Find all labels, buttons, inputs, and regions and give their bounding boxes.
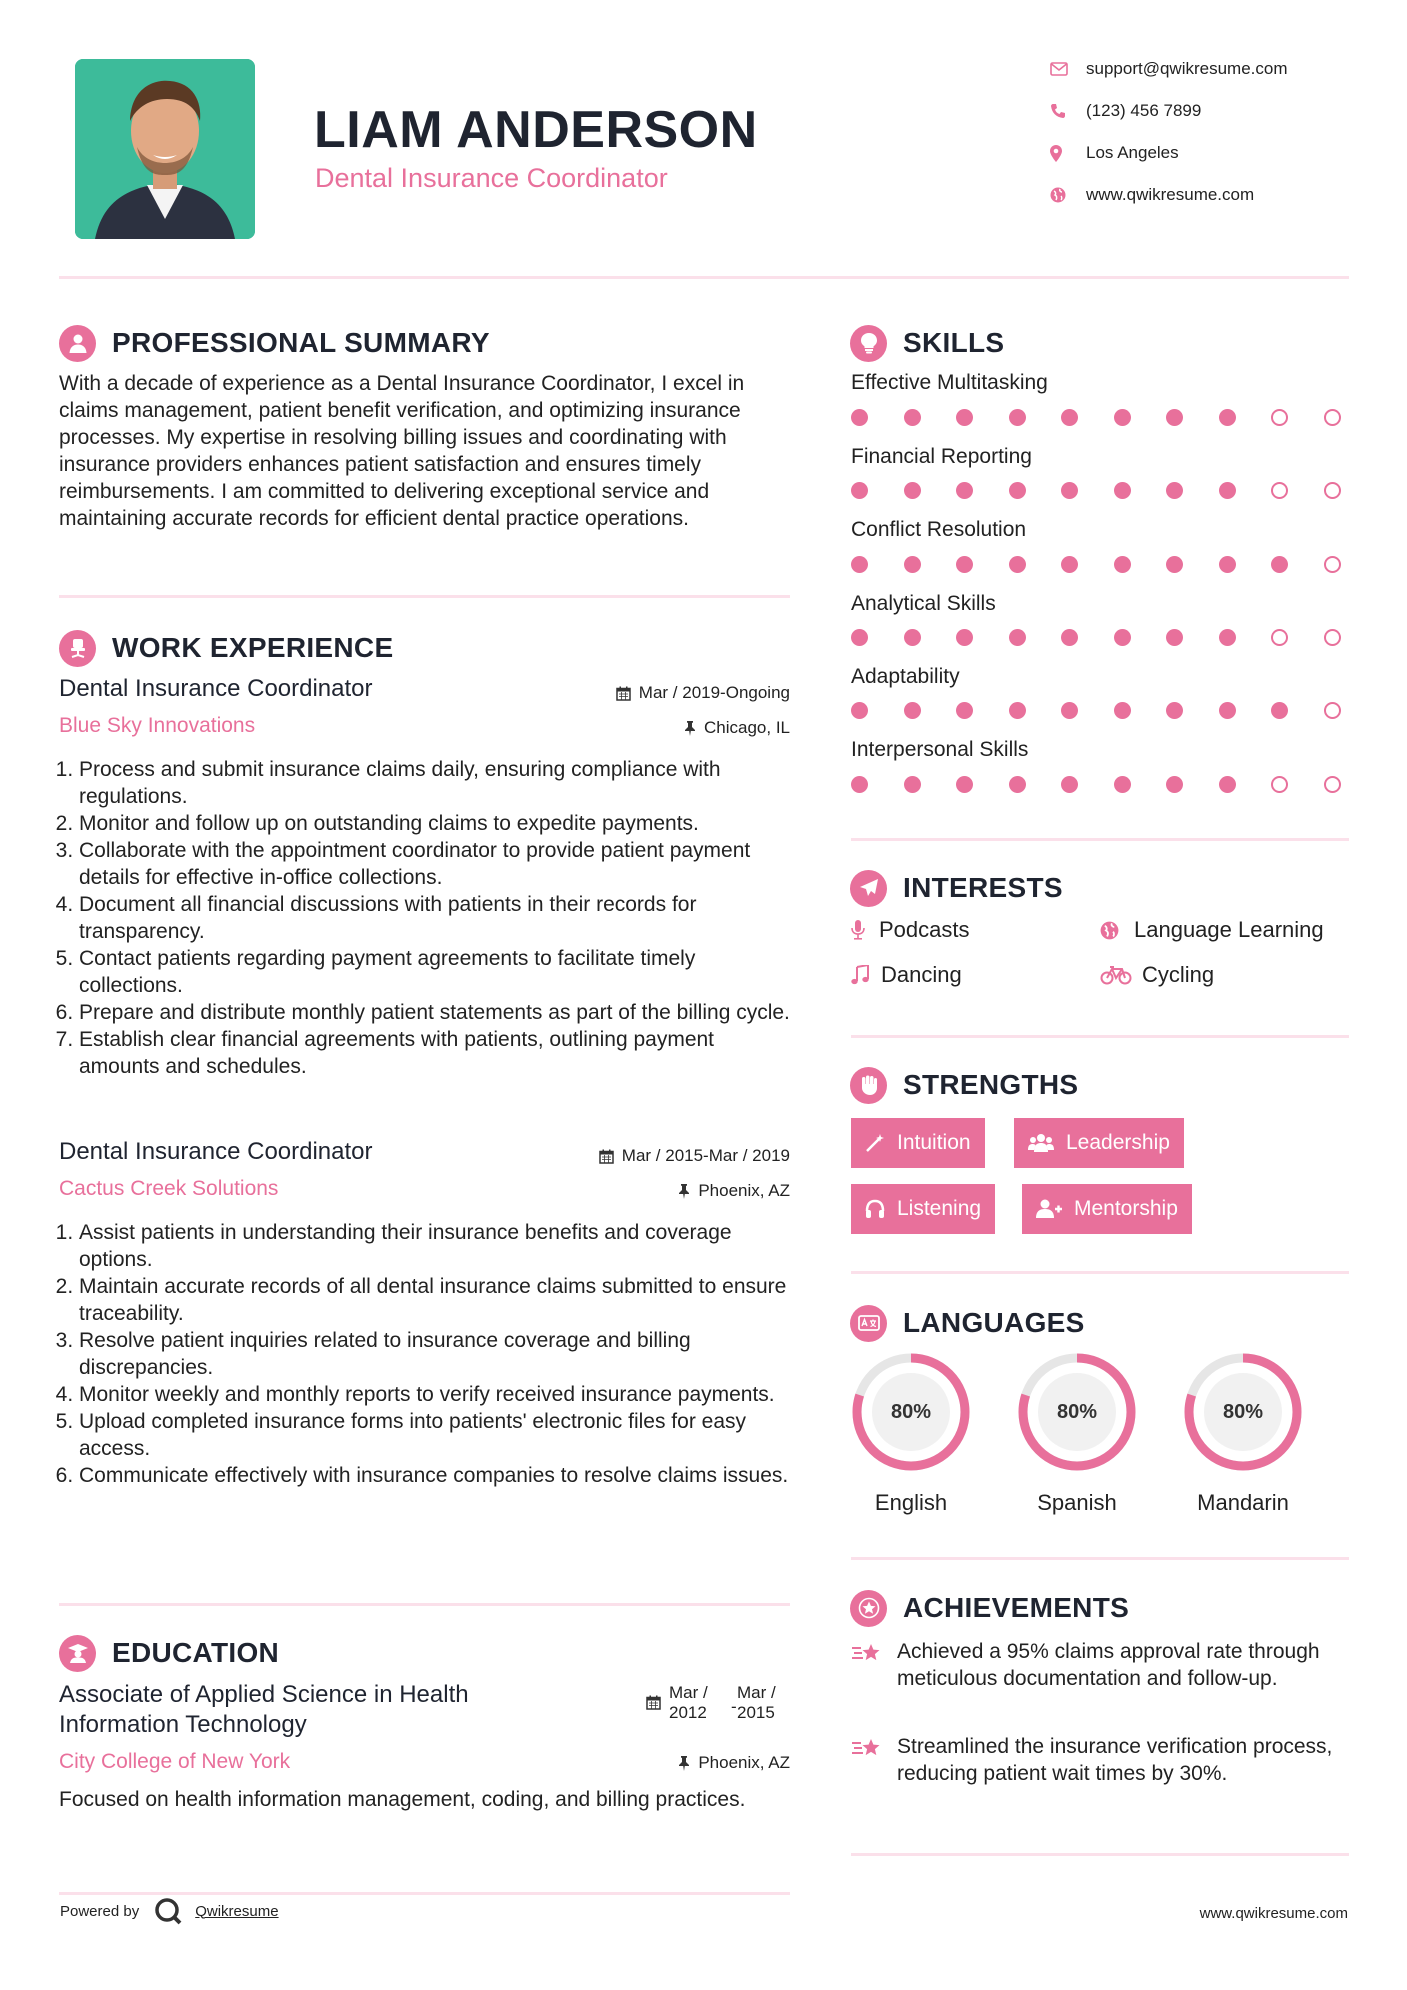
contact-website-text: www.qwikresume.com [1086,185,1255,204]
language-icon [850,1305,887,1342]
duty-item: 5. Contact patients regarding payment agreements to facilitate timely collections. [79,945,799,999]
duty-item: 2. Maintain accurate records of all dental insurance claims submitted to ensure traceability. [79,1273,799,1327]
lightbulb-icon [850,325,887,362]
education-location-text: Phoenix, AZ [698,1753,790,1772]
rating-dot-filled [1219,482,1236,499]
skill-name: Conflict Resolution [851,518,1027,541]
rating-dot-empty [1324,776,1341,793]
duty-item: 4. Monitor weekly and monthly reports to verify received insurance payments. [79,1381,799,1408]
interest-item [1100,917,1324,943]
job-date [560,683,790,703]
education-heading [59,1633,279,1673]
rating-dot-filled [1061,702,1078,719]
rating-dot-filled [1009,409,1026,426]
rating-dot-filled [1219,702,1236,719]
shooting-star-icon [851,1638,897,1692]
skill-name: Financial Reporting [851,445,1032,468]
rating-dot-filled [1114,629,1131,646]
rating-dot-filled [904,409,921,426]
rating-dot-filled [851,702,868,719]
fist-icon [850,1067,887,1104]
rating-dot-filled [1114,776,1131,793]
rating-dot-filled [1166,629,1183,646]
language-item [1015,1350,1139,1516]
education-school: City College of New York [59,1750,291,1773]
shooting-star-icon [851,1733,897,1787]
profile-photo [75,59,255,239]
rating-dot-filled [851,629,868,646]
rating-dot-filled [1271,556,1288,573]
rating-dot-empty [1324,629,1341,646]
job-title: Dental Insurance Coordinator [59,1138,373,1165]
duty-item: 3. Resolve patient inquiries related to insurance coverage and billing discrepancies. [79,1327,799,1381]
rating-dot-filled [956,482,973,499]
rating-dot-empty [1324,409,1341,426]
duty-item: 1. Assist patients in understanding their insurance benefits and coverage options. [79,1219,799,1273]
rating-dot-filled [904,702,921,719]
rating-dot-filled [1009,482,1026,499]
rating-dot-empty [1271,482,1288,499]
rating-dot-filled [956,776,973,793]
education-heading-text: EDUCATION [112,1637,280,1668]
office-chair-icon [59,630,96,667]
interests-heading-text: INTERESTS [903,872,1063,903]
powered-by-text: Powered by [60,1902,140,1920]
language-name: Spanish [1037,1490,1117,1515]
strength-label: Intuition [897,1131,971,1154]
languages-heading [850,1303,1085,1343]
rating-dot-filled [1009,702,1026,719]
education-end [737,1683,776,1723]
education-end-month: Mar / [737,1683,776,1702]
globe-icon [1100,921,1128,940]
header-divider [59,276,1349,279]
skill-name: Adaptability [851,665,960,688]
rating-dot-filled [1166,702,1183,719]
contact-phone[interactable] [1050,98,1201,124]
contact-email[interactable] [1050,56,1288,82]
duty-item: 4. Document all financial discussions with patients in their records for transparency. [79,891,799,945]
strength-tag [1014,1118,1184,1168]
duty-item: 6. Communicate effectively with insurance companies to resolve claims issues. [79,1462,799,1489]
rating-dot-filled [1009,556,1026,573]
rating-dot-filled [851,409,868,426]
calendar-icon [616,686,631,701]
duty-item: 1. Process and submit insurance claims daily, ensuring compliance with regulations. [79,756,799,810]
achievement-item [851,1733,1341,1787]
strengths-heading-text: STRENGTHS [903,1069,1079,1100]
duty-item: 3. Collaborate with the appointment coordinator to provide patient payment details for effective in-office collections. [79,837,799,891]
music-note-icon [851,965,879,985]
rating-dot-filled [1061,482,1078,499]
job-location [560,1181,790,1201]
rating-dot-filled [1114,409,1131,426]
job-title: Dental Insurance Coordinator [59,675,373,702]
strength-tag [851,1184,995,1234]
rating-dot-filled [1061,556,1078,573]
job-duties [59,1219,799,1489]
skill-rating [851,556,1341,573]
education-divider [59,1892,790,1895]
language-ring [1015,1350,1139,1474]
achievement-item [851,1638,1341,1692]
language-ring [849,1350,973,1474]
interest-label: Dancing [881,962,962,987]
job-company: Cactus Creek Solutions [59,1177,279,1200]
rating-dot-empty [1324,702,1341,719]
rating-dot-filled [904,776,921,793]
job-date [540,1146,790,1166]
rating-dot-empty [1271,629,1288,646]
magic-wand-icon [865,1133,885,1153]
job-date-text: Mar / 2015-Mar / 2019 [621,1146,790,1165]
interest-label: Language Learning [1134,917,1324,942]
rating-dot-empty [1324,556,1341,573]
languages-divider [851,1557,1349,1560]
rating-dot-filled [956,702,973,719]
strength-label: Leadership [1066,1131,1170,1154]
language-item [1181,1350,1305,1516]
user-icon [59,325,96,362]
language-name: English [874,1490,948,1515]
duty-item: 5. Upload completed insurance forms into patients' electronic files for easy access. [79,1408,799,1462]
calendar-icon [599,1149,614,1164]
job-date-text: Mar / 2019-Ongoing [638,683,790,702]
skill-name: Interpersonal Skills [851,738,1029,761]
strength-label: Listening [897,1197,982,1220]
pushpin-icon [678,1184,690,1199]
rating-dot-filled [1219,776,1236,793]
profile-portrait [75,59,255,239]
rating-dot-filled [1061,409,1078,426]
rating-dot-filled [1219,556,1236,573]
education-start-month: Mar / [669,1683,708,1702]
rating-dot-filled [904,482,921,499]
headphones-icon [865,1199,885,1219]
phone-icon [1050,103,1086,119]
job-location-text: Phoenix, AZ [698,1181,790,1200]
summary-heading-text: PROFESSIONAL SUMMARY [112,327,490,358]
rating-dot-filled [1166,556,1183,573]
interest-item [851,962,962,988]
summary-divider [59,595,790,598]
achievements-divider [851,1853,1349,1856]
duty-item: 7. Establish clear financial agreements with patients, outlining payment amounts and schedules. [79,1026,799,1080]
skill-rating [851,629,1341,646]
education-date-sep: - [731,1697,737,1716]
strengths-divider [851,1271,1349,1274]
rating-dot-filled [1114,702,1131,719]
skill-rating [851,482,1341,499]
strength-label: Mentorship [1074,1197,1178,1220]
interest-item [1100,962,1214,988]
user-plus-icon [1036,1199,1062,1219]
map-pin-icon [1050,145,1086,162]
globe-icon [1050,187,1086,203]
contact-phone-text: (123) 456 7899 [1086,101,1202,120]
education-location [560,1753,790,1773]
rating-dot-filled [956,556,973,573]
contact-website[interactable] [1050,182,1254,208]
job-company: Blue Sky Innovations [59,714,256,737]
education-end-year: 2015 [737,1703,775,1722]
rating-dot-filled [1166,776,1183,793]
degree-line: Associate of Applied Science in Health [59,1681,469,1708]
candidate-title: Dental Insurance Coordinator [315,163,668,193]
candidate-name: LIAM ANDERSON [314,101,758,159]
strength-tag [1022,1184,1192,1234]
rating-dot-filled [1219,409,1236,426]
rating-dot-filled [1219,629,1236,646]
skills-heading-text: SKILLS [903,327,1005,358]
skill-name: Analytical Skills [851,592,996,615]
contact-location-text: Los Angeles [1086,143,1179,162]
duty-item: 6. Prepare and distribute monthly patient statements as part of the billing cycle. [79,999,799,1026]
rating-dot-filled [1114,556,1131,573]
bicycle-icon [1100,965,1142,985]
star-badge-icon [850,1590,887,1627]
rating-dot-empty [1271,776,1288,793]
skill-rating [851,409,1341,426]
job-location [560,718,790,738]
job-duties [59,756,799,1080]
strength-tag [851,1118,985,1168]
footer-powered-by [60,1896,279,1926]
experience-heading-text: WORK EXPERIENCE [112,632,394,663]
rating-dot-filled [1166,409,1183,426]
language-percent: 80% [1056,1400,1098,1423]
graduate-icon [59,1635,96,1672]
rating-dot-filled [1009,629,1026,646]
strengths-heading [850,1065,1078,1105]
language-percent: 80% [1222,1400,1264,1423]
pushpin-icon [678,1756,690,1771]
skill-rating [851,702,1341,719]
paper-plane-icon [850,870,887,907]
education-description: Focused on health information management, coding, and billing practices. [59,1788,746,1811]
contact-location [1050,140,1179,166]
education-start [669,1683,731,1723]
rating-dot-filled [1114,482,1131,499]
job-location-text: Chicago, IL [704,718,790,737]
interests-divider [851,1035,1349,1038]
achievements-heading-text: ACHIEVEMENTS [903,1592,1130,1623]
rating-dot-filled [904,629,921,646]
rating-dot-filled [1166,482,1183,499]
envelope-icon [1050,62,1086,76]
language-percent: 80% [890,1400,932,1423]
calendar-icon [646,1695,661,1710]
language-name: Mandarin [1197,1490,1289,1515]
pushpin-icon [684,721,696,736]
qwikresume-logo-icon [153,1896,183,1926]
rating-dot-filled [851,482,868,499]
interests-heading [850,868,1063,908]
footer-url[interactable]: www.qwikresume.com [1199,1905,1348,1922]
rating-dot-empty [1271,409,1288,426]
microphone-icon [851,920,879,940]
achievement-text: Streamlined the insurance verification process, reducing patient wait times by 30%. [897,1735,1333,1785]
interest-label: Podcasts [879,917,970,942]
experience-heading [59,628,393,668]
education-date [646,1683,776,1723]
rating-dot-filled [1061,629,1078,646]
summary-text: With a decade of experience as a Dental Insurance Coordinator, I excel in claims management, patient benefit verification, and optimizing insurance processes. My expertise in resolving billing issues and coordinating with insurance providers enhances patient satisfaction and ensures timely reimbursements. I am committed to delivering exceptional service and maintaining accurate records for efficient dental practice operations. [59,372,745,530]
degree-title [59,1680,469,1740]
language-ring [1181,1350,1305,1474]
language-item [849,1350,973,1516]
skill-rating [851,776,1341,793]
interest-label: Cycling [1142,962,1215,987]
rating-dot-filled [1009,776,1026,793]
languages-heading-text: LANGUAGES [903,1307,1085,1338]
rating-dot-filled [904,556,921,573]
interest-item [851,917,970,943]
education-start-year: 2012 [669,1703,707,1722]
skills-divider [851,838,1349,841]
degree-line: Information Technology [59,1711,307,1738]
rating-dot-filled [956,629,973,646]
summary-heading [59,323,490,363]
contact-email-text: support@qwikresume.com [1086,59,1288,78]
achievement-text: Achieved a 95% claims approval rate through meticulous documentation and follow-up. [897,1640,1320,1690]
achievements-heading [850,1588,1129,1628]
rating-dot-filled [956,409,973,426]
rating-dot-filled [851,776,868,793]
rating-dot-filled [851,556,868,573]
skill-name: Effective Multitasking [851,371,1048,394]
rating-dot-filled [1271,702,1288,719]
duty-item: 2. Monitor and follow up on outstanding claims to expedite payments. [79,810,799,837]
group-icon [1028,1133,1054,1153]
qwikresume-link[interactable]: Qwikresume [195,1902,279,1920]
rating-dot-empty [1324,482,1341,499]
experience-divider [59,1603,790,1606]
skills-heading [850,323,1004,363]
rating-dot-filled [1061,776,1078,793]
